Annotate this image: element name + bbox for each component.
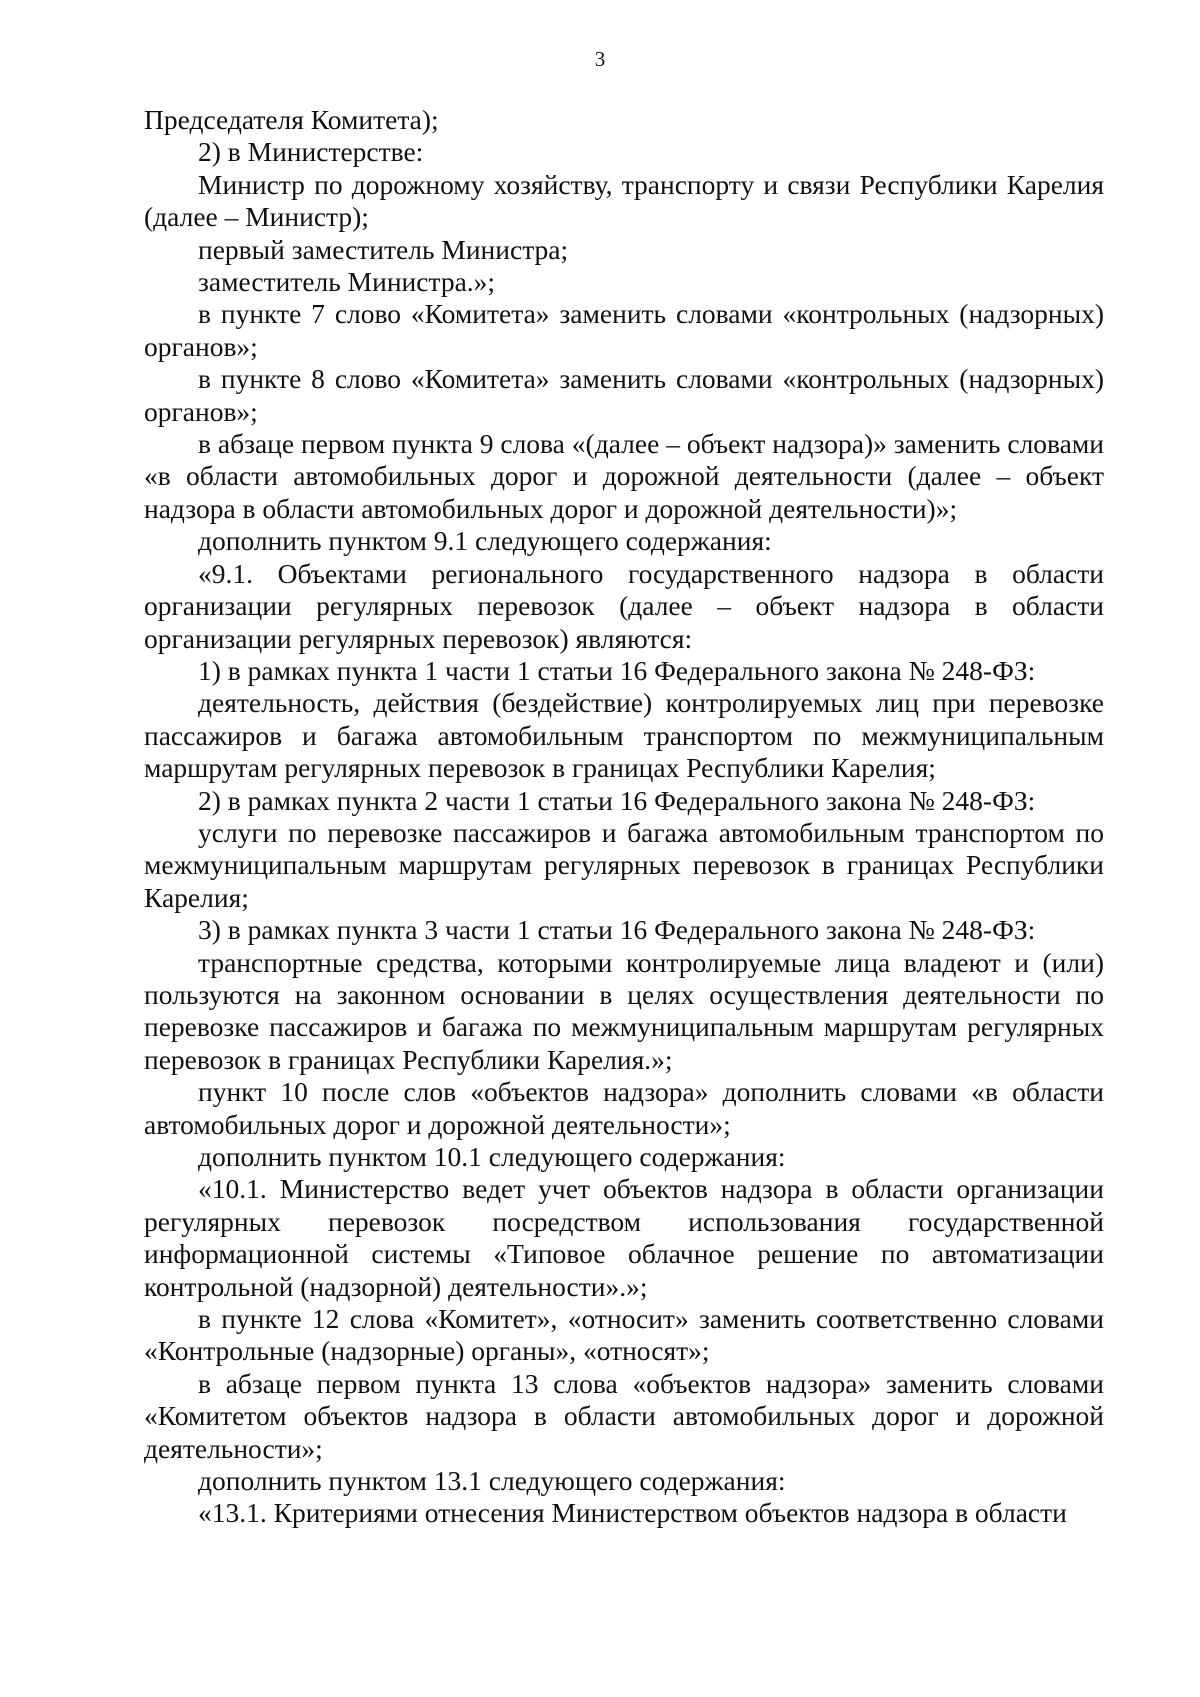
paragraph: услуги по перевозке пассажиров и багажа автомобильным транспортом по межмуниципальным маршрутам регулярных перевозок в границах Республики Карелия;: [144, 816, 1104, 913]
paragraph: «10.1. Министерство ведет учет объектов надзора в области организации регулярных перевозок посредством использования государственной информационной системы «Типовое облачное решение по автоматизации контрольной (надзорной) деятельности».»;: [144, 1173, 1104, 1302]
paragraph: пункт 10 после слов «объектов надзора» дополнить словами «в области автомобильных дорог и дорожной деятельности»;: [144, 1076, 1104, 1140]
paragraph: дополнить пунктом 10.1 следующего содержания:: [198, 1141, 786, 1172]
paragraph: в абзаце первом пункта 13 слова «объектов надзора» заменить словами «Комитетом объектов надзора в области автомобильных дорог и дорожной деятельности»;: [144, 1367, 1104, 1464]
paragraph: в пункте 8 слово «Комитета» заменить словами «контрольных (надзорных) органов»;: [144, 363, 1104, 427]
paragraph: «13.1. Критериями отнесения Министерством объектов надзора в области: [198, 1497, 1067, 1529]
paragraph: дополнить пунктом 9.1 следующего содержания:: [198, 525, 772, 557]
paragraph: транспортные средства, которыми контролируемые лица владеют и (или) пользуются на законном основании в целях осуществления деятельности по перевозке пассажиров и багажа по межмуниципальным маршрутам регулярных перевозок в границах Республики Карелия.»;: [144, 946, 1104, 1075]
page-number: 3: [594, 47, 606, 71]
document-body: [144, 104, 1104, 1530]
paragraph: 2) в Министерстве:: [198, 136, 424, 168]
paragraph: 2) в рамках пункта 2 части 1 статьи 16 Федерального закона № 248-ФЗ:: [198, 784, 1036, 816]
paragraph: в абзаце первом пункта 9 слова «(далее – объект надзора)» заменить словами «в области автомобильных дорог и дорожной деятельности (далее – объект надзора в области автомобильных дорог и дорожной деятельности)»;: [144, 428, 1104, 524]
paragraph: «9.1. Объектами регионального государственного надзора в области организации регулярных перевозок (далее – объект надзора в области организации регулярных перевозок) являются:: [144, 557, 1104, 654]
paragraph: Председателя Комитета);: [144, 104, 439, 135]
paragraph: деятельность, действия (бездействие) контролируемых лиц при перевозке пассажиров и багажа автомобильным транспортом по межмуниципальным маршрутам регулярных перевозок в границах Республики Карелия;: [144, 687, 1104, 784]
paragraph: Министр по дорожному хозяйству, транспорту и связи Республики Карелия (далее – Министр);: [144, 168, 1104, 233]
paragraph: дополнить пунктом 13.1 следующего содержания:: [198, 1465, 786, 1497]
paragraph: 1) в рамках пункта 1 части 1 статьи 16 Федерального закона № 248-ФЗ:: [198, 654, 1036, 686]
paragraph: 3) в рамках пункта 3 части 1 статьи 16 Федерального закона № 248-ФЗ:: [198, 914, 1036, 946]
paragraph: заместитель Министра.»;: [198, 266, 496, 298]
paragraph: в пункте 7 слово «Комитета» заменить словами «контрольных (надзорных) органов»;: [144, 298, 1104, 362]
paragraph: в пункте 12 слова «Комитет», «относит» заменить соответственно словами «Контрольные (надзорные) органы», «относят»;: [144, 1303, 1104, 1367]
paragraph: первый заместитель Министра;: [198, 233, 569, 265]
